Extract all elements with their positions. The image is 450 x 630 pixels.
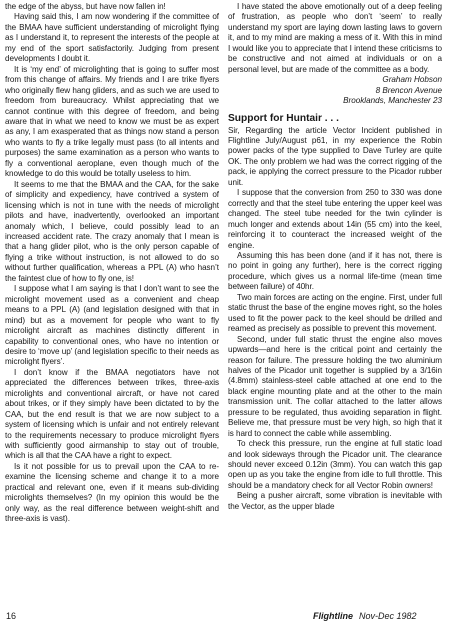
paragraph: Assuming this has been done (and if it has not, there is no point in going any further), here is the correct rigging procedure, which gives us a normal life-time (mean time between failure) of 40hr. bbox=[228, 250, 442, 292]
paragraph: Sir, Regarding the article Vector Incident published in Flightline July/August p61, in my experience the Robin power packs of the type supplied to Dave Turley are quite OK. The only problem we had was the correct rigging of the pack, ie applying the correct pressure to the Picador rubber unit. bbox=[228, 125, 442, 187]
letter-closing-paragraph: I have stated the above emotionally out of a deep feeling of frustration, as people who don’t ‘seem’ to really understand my sport are laying down lasting laws to govern it, and to my mind are making a mess of it. With this in mind I would like you to appreciate that I intend these criticisms to be constructive and not aimed at individuals or on a personal level, but are made of the committee as a body. bbox=[228, 2, 442, 74]
paragraph: Two main forces are acting on the engine. First, under full static thrust the base of the engine moves right, so the holes used to fit the power pack to the keel should be drilled and reamed as precisely as possible to prevent this movement. bbox=[228, 292, 442, 334]
paragraph: Second, under full static thrust the engine also moves upwards—and here is the critical point and certainly the reason for failure. The pressure holding the two aluminium halves of the Picador unit together is supplied by a 3/16in (4.8mm) stainless-steel cable attached at one end to the black engine mounting plate and at the other to the main transmission unit. The collar attached to the latter allows pressure to be regulated, thus avoiding separation in flight. Believe me, that pressure must be very high, so high that it is hard to connect the cable while assembling. bbox=[228, 334, 442, 438]
left-column bbox=[5, 2, 219, 525]
page-number: 16 bbox=[6, 611, 17, 621]
magazine-name: Flightline bbox=[313, 611, 353, 621]
paragraph: I suppose what I am saying is that I don’t want to see the microlight movement used as a convenient and cheap means to a PPL (A) (and legislation designed with that in mind) but as a movement for people who want to fly microlight aircraft as machines distinctly different in capability to conventional ones, who have no intention or desire to ‘move up’ (and legislation specific to their needs as microlight flyers’. bbox=[5, 284, 219, 367]
paragraph: Having said this, I am now wondering if the committee of the BMAA have sufficient understanding of microlight flying as I understand it, to represent the interests of the people at my end of the sport satisfactorily. Judging from present developments I doubt it. bbox=[5, 12, 219, 64]
paragraph: Is it not possible for us to prevail upon the CAA to re-examine the licensing scheme and change it to a more practical and relevant one, even if it means sub-dividing microlights themselves? (In my opinion this would be the only way, as the real difference between weight-shift and three-axis is vast). bbox=[5, 461, 219, 524]
running-footer bbox=[313, 611, 417, 622]
paragraph: It is ‘my end’ of microlighting that is going to suffer most from this change of affairs. My friends and I are trike flyers who originally flew hang gliders, and as such we are used to freedom from bureaucracy. Whilst appreciating that we cannot continue with this degree of freedom, and being aware that in what we need to know we must be as expert as any, I am exasperated that as things now stand a person who wants to fly a trike legally must pass (to all intents and purposes) the same examination as a person who wants to fly a conventional aeroplane, even though much of the knowledge to do this would be totally useless to him. bbox=[5, 64, 219, 179]
signature-name: Graham Hobson bbox=[382, 75, 442, 85]
signature-address-line: Brooklands, Manchester 23 bbox=[343, 96, 442, 106]
letter-heading: Support for Huntair . . . bbox=[228, 112, 339, 124]
issue-date: Nov-Dec 1982 bbox=[359, 611, 417, 621]
paragraph: I suppose that the conversion from 250 to 330 was done correctly and that the steel tube entering the upper keel was changed. The steel tube needed for the twin cylinder is much longer and extends about 14in (55 cm) into the keel, reinforcing it to counteract the increased weight of the engine. bbox=[228, 188, 442, 250]
paragraph: To check this pressure, run the engine at full static load and look sideways through the Picador unit. The clearance should never exceed 0.12in (3mm). You can watch this gap open up as you take the engine from idle to full throttle. This should be a mandatory check for all Vector Robin owners! bbox=[228, 439, 442, 490]
signature-address-line: 8 Brencon Avenue bbox=[375, 85, 442, 95]
right-column bbox=[228, 2, 442, 512]
paragraph: the edge of the abyss, but have now fallen in! bbox=[5, 2, 166, 11]
paragraph: Being a pusher aircraft, some vibration is inevitable with the Vector, as the upper blade bbox=[228, 491, 442, 511]
paragraph: I don’t know if the BMAA negotiators have not appreciated the differences between trikes, three-axis microlights and conventional aircraft, or have not cared about trikes, or if they simply have been dictated to by the CAA, but the end result is that we are now subject to a system of licensing which is unfair and not entirely relevant to the requirements necessary to produce microlight flyers with sufficiently good airmanship to stay out of trouble, which is all that the CAA have a right to expect. bbox=[5, 367, 219, 461]
paragraph: It seems to me that the BMAA and the CAA, for the sake of simplicity and expediency, have contrived a system of licensing which is not in tune with the needs of microlight pilots and have, inadvertently, overlooked an important anomaly which, I believe, could possibly lead to an increased accident rate. The crazy anomaly that I mean is that a hang glider pilot, who is the only person capable of flying a trike without instruction, is not allowed to do so without further qualification, whereas a PPL (A) who hasn’t the faintest clue of how to fly one, is! bbox=[5, 179, 219, 283]
